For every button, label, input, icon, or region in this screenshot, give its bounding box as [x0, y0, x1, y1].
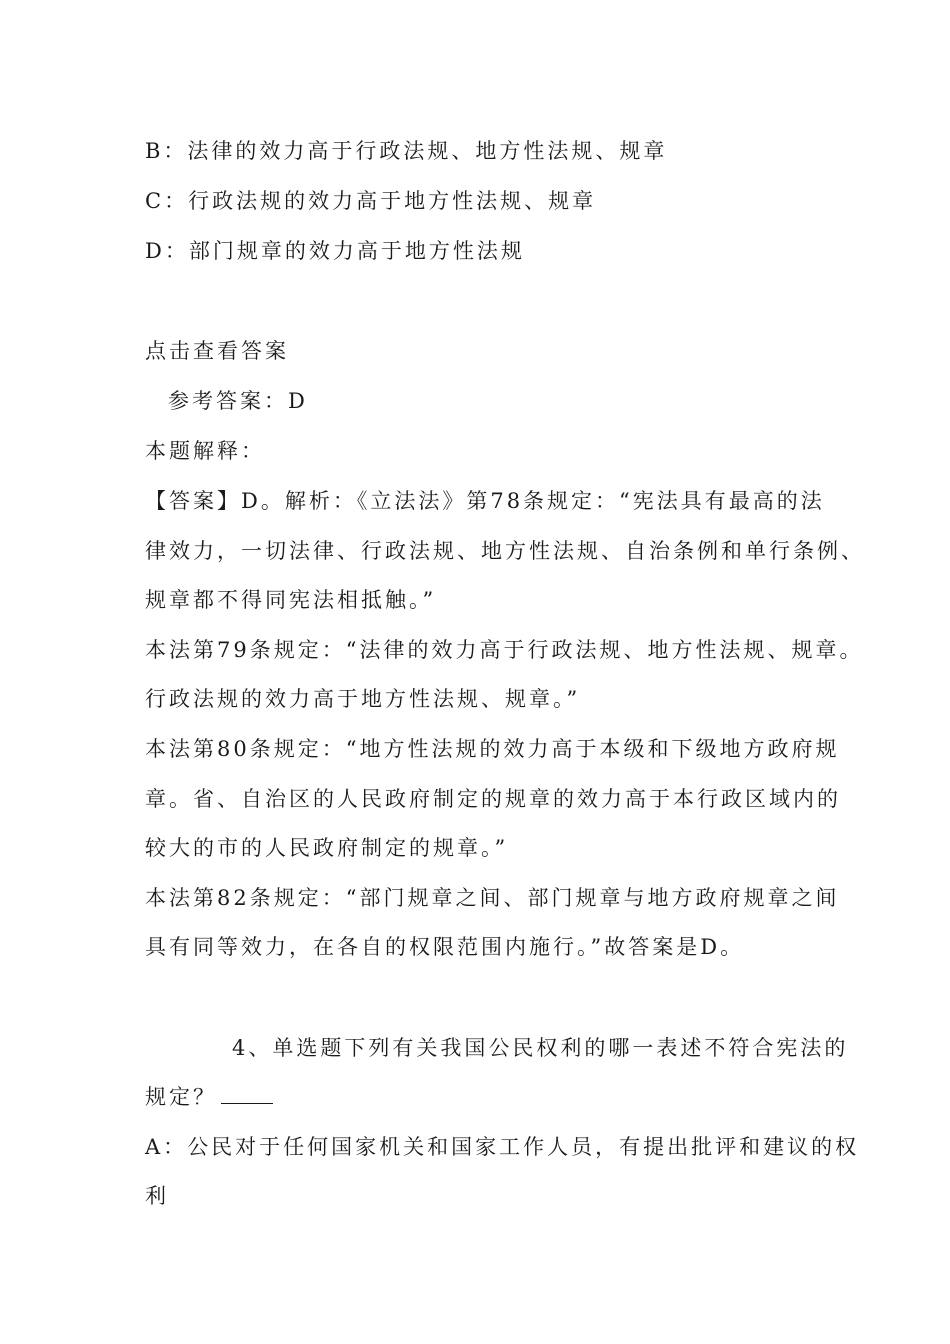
- explanation-line: 本法第80条规定：“地方性法规的效力高于本级和下级地方政府规: [145, 737, 840, 761]
- question4-option-a-continued: 利: [145, 1184, 169, 1208]
- question4-option-a: A：公民对于任何国家机关和国家工作人员，有提出批评和建议的权: [145, 1135, 860, 1159]
- answer-blank: [221, 1085, 273, 1104]
- explanation-line: 行政法规的效力高于地方性法规、规章。”: [145, 687, 581, 711]
- view-answer-link[interactable]: 点击查看答案: [145, 339, 289, 363]
- reference-answer: 参考答案：D: [168, 389, 308, 413]
- question3-option-c: C：行政法规的效力高于地方性法规、规章: [145, 189, 597, 213]
- explanation-line: 具有同等效力，在各自的权限范围内施行。”故答案是D。: [145, 935, 745, 959]
- explanation-line: 律效力，一切法律、行政法规、地方性法规、自治条例和单行条例、: [145, 539, 865, 563]
- question4-stem-text: 规定？: [145, 1085, 217, 1109]
- question4-stem-end: [145, 1083, 273, 1111]
- explanation-line: 章。省、自治区的人民政府制定的规章的效力高于本行政区域内的: [145, 787, 841, 811]
- explanation-line: 规章都不得同宪法相抵触。”: [145, 588, 437, 612]
- question3-option-b: B：法律的效力高于行政法规、地方性法规、规章: [145, 139, 668, 163]
- explanation-line: 【答案】D。解析：《立法法》第78条规定：“宪法具有最高的法: [145, 489, 825, 513]
- explanation-line: 本法第79条规定：“法律的效力高于行政法规、地方性法规、规章。: [145, 638, 864, 662]
- explanation-line: 本法第82条规定：“部门规章之间、部门规章与地方政府规章之间: [145, 886, 840, 910]
- question4-stem: 4、单选题下列有关我国公民权利的哪一表述不符合宪法的: [232, 1036, 849, 1060]
- explanation-label: 本题解释：: [145, 439, 265, 463]
- question3-option-d: D：部门规章的效力高于地方性法规: [145, 239, 525, 263]
- explanation-line: 较大的市的人民政府制定的规章。”: [145, 836, 509, 860]
